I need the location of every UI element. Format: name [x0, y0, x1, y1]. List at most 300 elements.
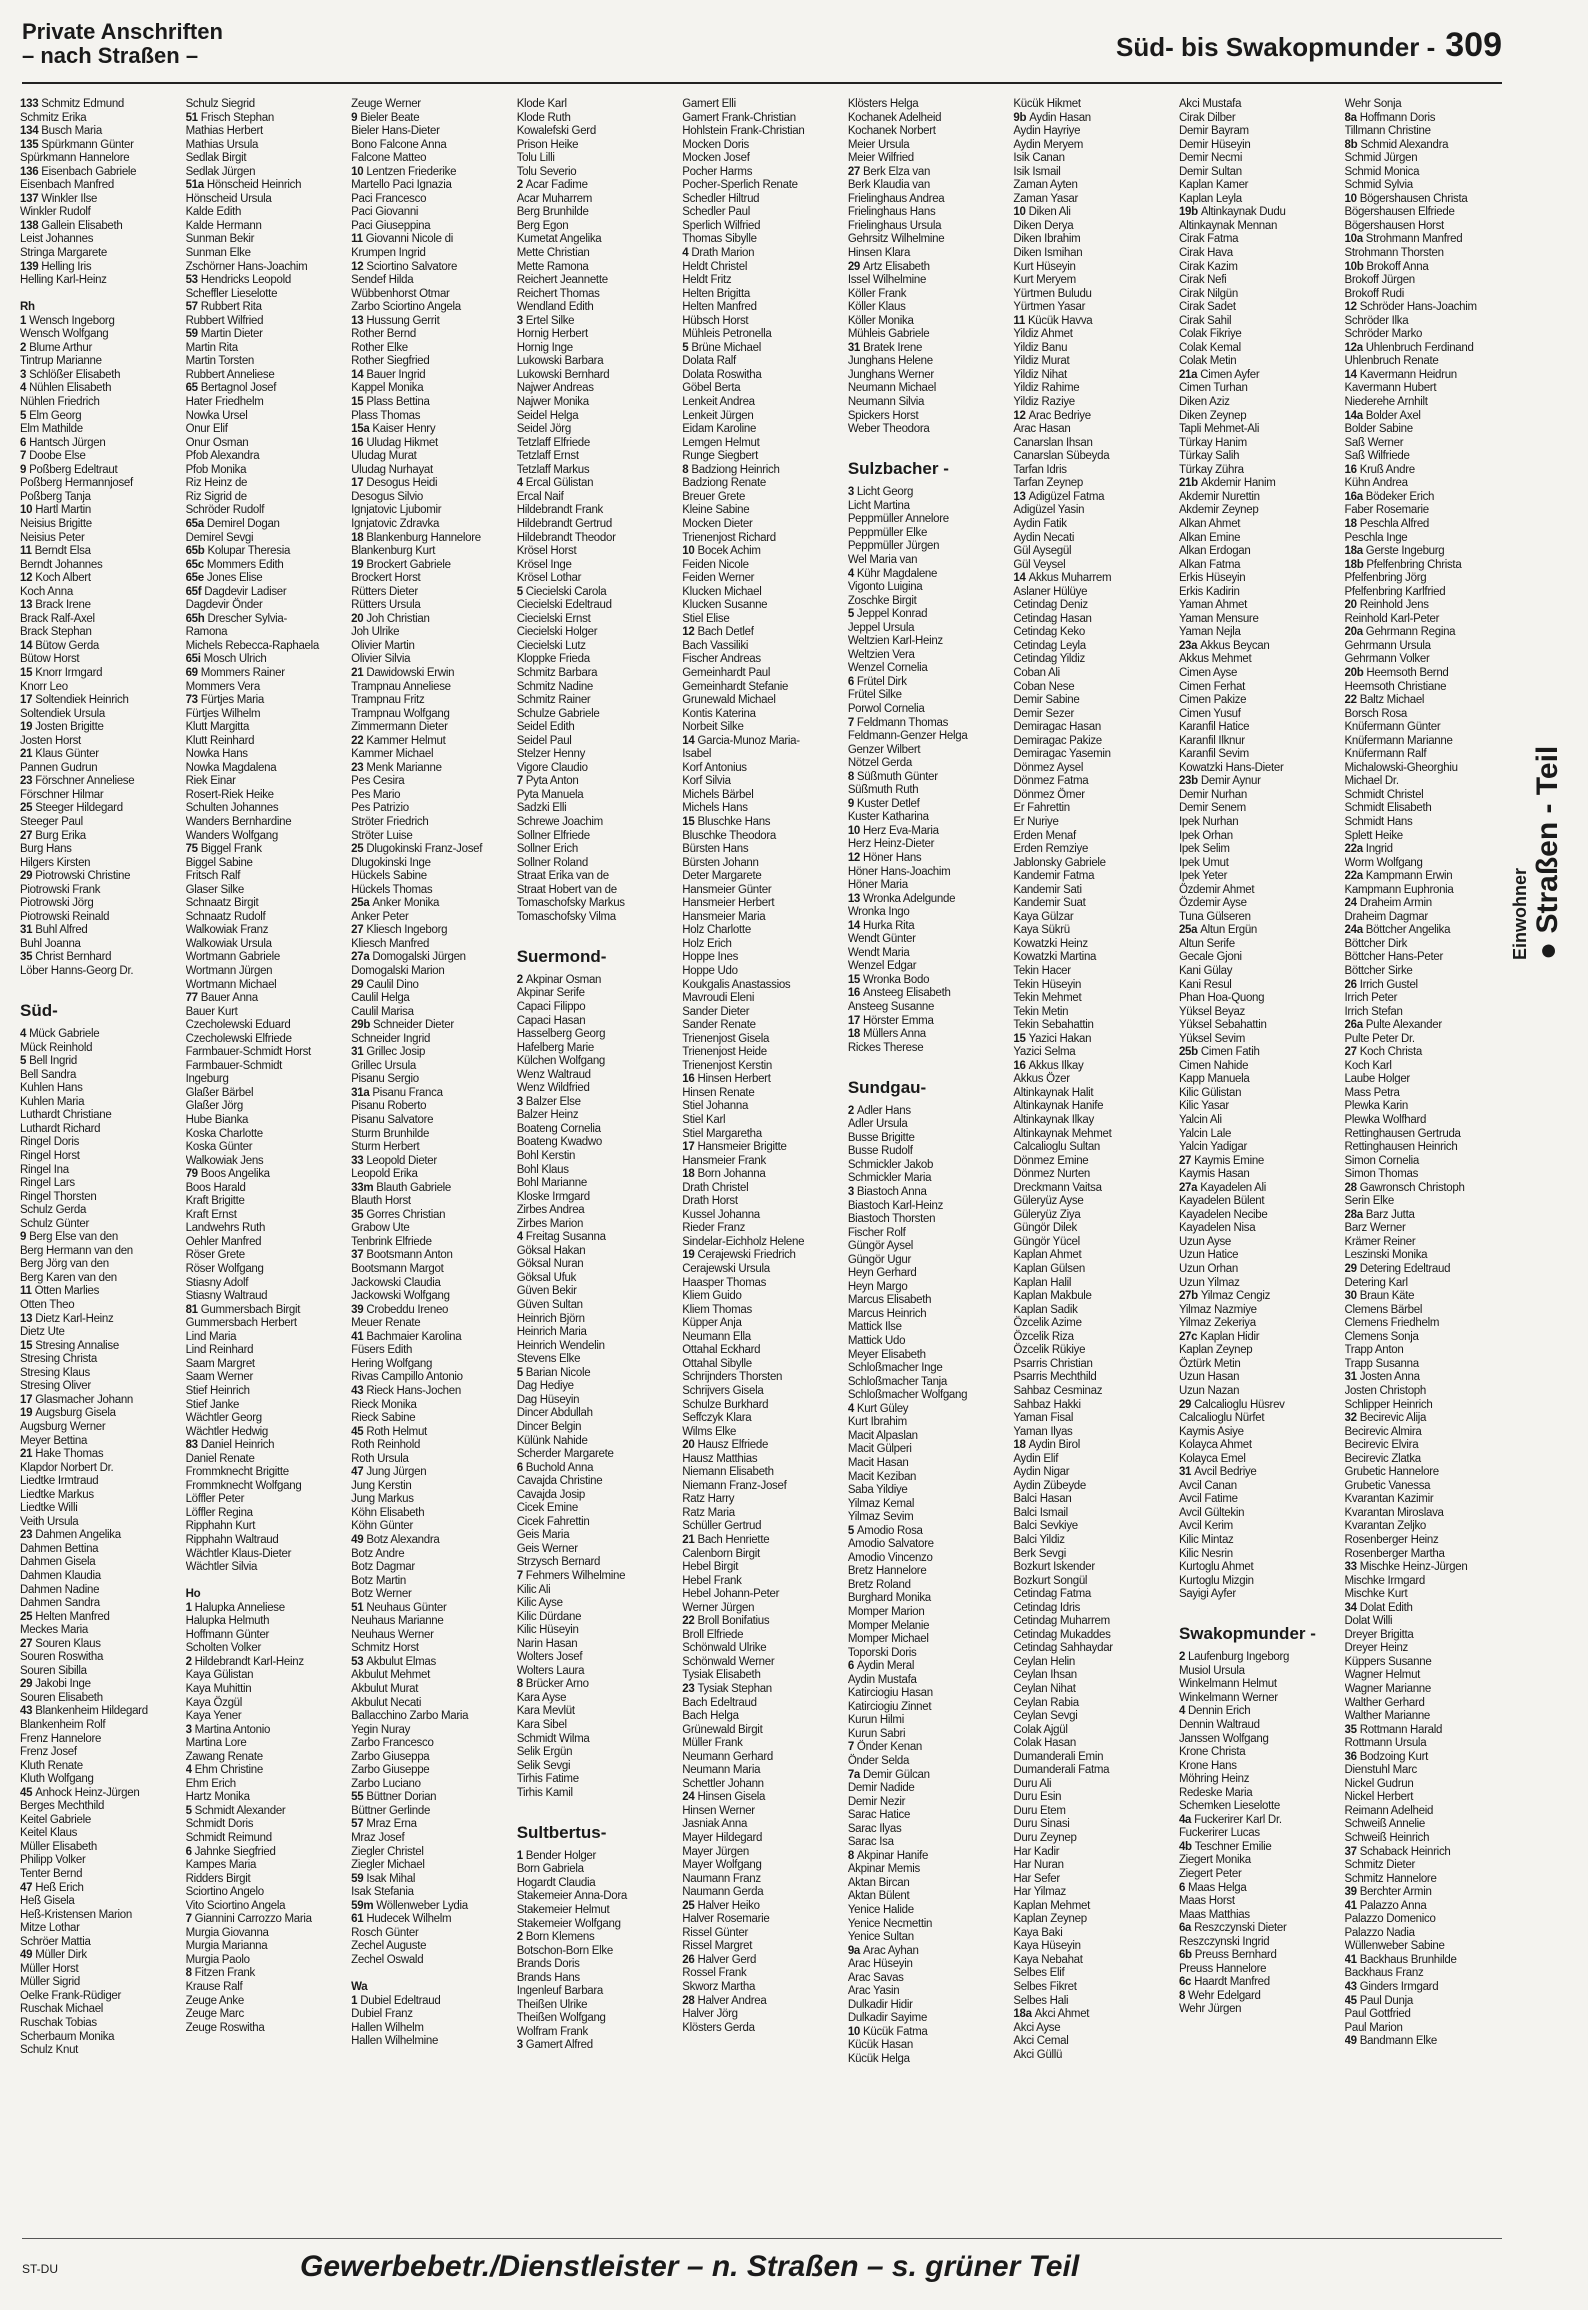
- directory-entry: [1179, 1385, 1343, 1399]
- directory-entry: [682, 1913, 846, 1927]
- directory-entry: [517, 139, 681, 153]
- directory-entry: [517, 1863, 681, 1877]
- directory-entry: [682, 1195, 846, 1209]
- directory-entry: [20, 1719, 184, 1733]
- resident-name: Bieler Beate: [360, 111, 420, 124]
- directory-entry: [517, 1733, 681, 1747]
- resident-name: Aydin Fatik: [1013, 517, 1067, 530]
- house-number: 25a: [351, 897, 370, 910]
- house-number: 35: [351, 1208, 364, 1221]
- directory-entry: [682, 1371, 846, 1385]
- house-number: 139: [20, 260, 39, 273]
- directory-entry: [848, 233, 1012, 247]
- directory-entry: [1179, 1304, 1343, 1318]
- directory-entry: [20, 1678, 184, 1692]
- directory-entry: [1013, 1588, 1177, 1602]
- resident-name: Hafelberg Marie: [516, 1041, 595, 1054]
- directory-entry: [1345, 437, 1509, 451]
- directory-entry: [186, 1507, 350, 1521]
- directory-entry: [1179, 206, 1343, 220]
- resident-name: Coban Ali: [1013, 666, 1060, 679]
- resident-name: Katirciogiu Zinnet: [847, 1700, 932, 1713]
- resident-name: Lind Reinhard: [185, 1344, 254, 1357]
- directory-entry: [351, 1141, 515, 1155]
- directory-entry: [20, 1123, 184, 1137]
- resident-name: Fritsch Ralf: [185, 870, 241, 883]
- resident-name: Kilic Ayse: [516, 1597, 563, 1610]
- resident-name: Vigore Claudio: [516, 761, 588, 774]
- house-number: 35: [1344, 1723, 1357, 1736]
- resident-name: Scholten Volker: [185, 1642, 261, 1655]
- resident-name: Kuster Katharina: [847, 811, 929, 824]
- directory-entry: [848, 1511, 1012, 1525]
- house-number: 18a: [1344, 545, 1363, 558]
- directory-entry: [186, 1155, 350, 1169]
- house-number: 65e: [185, 572, 204, 585]
- resident-name: Koska Charlotte: [185, 1127, 263, 1140]
- resident-name: Aydin Zübeyde: [1013, 1479, 1086, 1492]
- directory-entry: [1013, 382, 1177, 396]
- resident-name: Bieler Hans-Dieter: [351, 125, 440, 138]
- resident-name: Halver Andrea: [697, 1994, 767, 2007]
- resident-name: Jahnke Siegfried: [194, 1845, 276, 1858]
- directory-entry: [20, 1069, 184, 1083]
- directory-entry: [848, 1498, 1012, 1512]
- directory-entry: [1013, 1168, 1177, 1182]
- header-divider: [22, 82, 1502, 84]
- directory-entry: [848, 771, 1012, 785]
- directory-entry: [351, 1114, 515, 1128]
- resident-name: Gehrmann Ursula: [1344, 639, 1431, 652]
- resident-name: Ramona: [185, 626, 228, 639]
- resident-name: Draheim Armin: [1359, 897, 1432, 910]
- resident-name: Czecholewski Eduard: [185, 1019, 291, 1032]
- directory-entry: [351, 1399, 515, 1413]
- directory-entry: [1179, 1922, 1343, 1936]
- directory-entry: [517, 1850, 681, 1864]
- directory-entry: [186, 1304, 350, 1318]
- house-number: 10: [847, 824, 861, 837]
- directory-entry: [848, 1105, 1012, 1119]
- resident-name: Müller Sigrid: [20, 1976, 81, 1989]
- resident-name: Kaplan Mehmet: [1013, 1899, 1091, 1912]
- resident-name: Hübsch Horst: [682, 314, 749, 327]
- directory-entry: [351, 1669, 515, 1683]
- resident-name: Heinrich Maria: [516, 1326, 587, 1339]
- resident-name: Amodio Rosa: [856, 1524, 923, 1537]
- directory-entry: [1179, 1651, 1343, 1665]
- directory-entry: [848, 1877, 1012, 1891]
- resident-name: Hinsen Werner: [682, 1804, 755, 1817]
- directory-entry: [517, 708, 681, 722]
- resident-name: Schaback Heinrich: [1359, 1845, 1451, 1858]
- house-number: 15: [847, 973, 861, 986]
- directory-entry: [1179, 1909, 1343, 1923]
- resident-name: Pes Patrizio: [351, 802, 409, 815]
- resident-name: Rosenberger Heinz: [1344, 1533, 1439, 1546]
- resident-name: Demir Hüseyin: [1178, 138, 1251, 151]
- directory-entry: [186, 410, 350, 424]
- resident-name: Demiragac Pakize: [1013, 734, 1102, 747]
- directory-entry: [1345, 586, 1509, 600]
- directory-entry: [848, 1132, 1012, 1146]
- directory-entry: [186, 1886, 350, 1900]
- resident-name: Diken Derya: [1013, 219, 1074, 232]
- house-number: 57: [185, 301, 198, 314]
- directory-entry: [1179, 193, 1343, 207]
- directory-entry: [1013, 721, 1177, 735]
- directory-entry: [351, 1710, 515, 1724]
- directory-entry: [186, 694, 350, 708]
- resident-name: Irrich Gustel: [1359, 978, 1418, 991]
- resident-name: Möhring Heinz: [1178, 1773, 1250, 1786]
- resident-name: Schulze Burkhard: [682, 1398, 769, 1411]
- resident-name: Kuhlen Maria: [20, 1095, 85, 1108]
- house-number: 16: [1013, 1059, 1026, 1072]
- house-number: 11: [20, 1285, 32, 1298]
- directory-entry: [351, 193, 515, 207]
- directory-entry: [682, 2008, 846, 2022]
- house-number: 45: [20, 1786, 33, 1799]
- directory-entry: [20, 1624, 184, 1638]
- resident-name: Buhl Alfred: [35, 924, 88, 937]
- resident-name: Born Gabriela: [516, 1863, 584, 1876]
- resident-name: Meuer Renate: [351, 1317, 421, 1330]
- resident-name: Duru Esin: [1013, 1791, 1062, 1804]
- resident-name: Eidam Karoline: [682, 423, 757, 436]
- directory-entry: [186, 98, 350, 112]
- resident-name: Souren Elisabeth: [20, 1691, 103, 1704]
- resident-name: Arac Hasan: [1013, 423, 1071, 436]
- directory-entry: [186, 911, 350, 925]
- directory-entry: [186, 1033, 350, 1047]
- resident-name: Tomaschofsky Vilma: [516, 910, 616, 923]
- resident-name: Aydin Necati: [1013, 531, 1075, 544]
- resident-name: Ringel Horst: [20, 1150, 80, 1163]
- directory-entry: [1345, 288, 1509, 302]
- resident-name: Pisanu Salvatore: [351, 1114, 434, 1127]
- resident-name: Meier Ursula: [847, 138, 910, 151]
- directory-entry: [20, 816, 184, 830]
- directory-entry: [20, 1435, 184, 1449]
- resident-name: Luthardt Richard: [20, 1122, 101, 1135]
- directory-entry: [848, 220, 1012, 234]
- directory-entry: [517, 721, 681, 735]
- resident-name: Cetindag Sahhaydar: [1013, 1642, 1113, 1655]
- resident-name: Yaman Mensure: [1178, 612, 1259, 625]
- directory-entry: [20, 1922, 184, 1936]
- resident-name: Karanfil Sevim: [1178, 748, 1249, 761]
- directory-entry: [1179, 1412, 1343, 1426]
- resident-name: Schmidt Christel: [1344, 788, 1424, 801]
- directory-entry: [1013, 437, 1177, 451]
- resident-name: Wolters Josef: [516, 1651, 583, 1664]
- resident-name: Niemann Franz-Josef: [682, 1479, 787, 1492]
- house-number: 4: [20, 1028, 27, 1041]
- directory-entry: [1179, 721, 1343, 735]
- directory-entry: [1345, 1493, 1509, 1507]
- directory-entry: [351, 1128, 515, 1142]
- resident-name: Maas Horst: [1178, 1895, 1235, 1908]
- resident-name: Duru Zeynep: [1013, 1832, 1077, 1844]
- directory-entry: [1013, 1669, 1177, 1683]
- directory-entry: [848, 1200, 1012, 1214]
- directory-entry: [682, 1927, 846, 1941]
- resident-name: Lukowski Barbara: [516, 355, 604, 368]
- resident-name: Ceylan Helin: [1013, 1655, 1075, 1668]
- resident-name: Balci Sevkiye: [1013, 1520, 1078, 1533]
- resident-name: Blankenburg Kurt: [351, 545, 436, 558]
- resident-name: Selbes Hali: [1013, 1994, 1069, 2007]
- resident-name: Ercal Gülistan: [525, 477, 594, 490]
- resident-name: Hinsen Klara: [847, 247, 911, 260]
- resident-name: Kaplan Kamer: [1178, 179, 1249, 192]
- directory-entry: [682, 1724, 846, 1738]
- house-number: 18: [351, 531, 364, 544]
- directory-entry: [1013, 1344, 1177, 1358]
- resident-name: Hater Friedhelm: [185, 396, 264, 409]
- directory-entry: [848, 595, 1012, 609]
- directory-entry: [186, 1019, 350, 1033]
- directory-entry: [186, 166, 350, 180]
- directory-entry: [186, 613, 350, 627]
- directory-entry: [517, 1150, 681, 1164]
- directory-entry: [186, 1412, 350, 1426]
- directory-entry: [682, 112, 846, 126]
- directory-entry: [351, 152, 515, 166]
- resident-name: Holz Charlotte: [682, 924, 751, 937]
- resident-name: Hansmeier Günter: [682, 883, 772, 896]
- directory-entry: [186, 1141, 350, 1155]
- house-number: 23: [351, 761, 364, 774]
- directory-entry: [682, 274, 846, 288]
- directory-entry: [1179, 1114, 1343, 1128]
- resident-name: Dietz Karl-Heinz: [35, 1312, 114, 1325]
- directory-entry: [848, 166, 1012, 180]
- directory-entry: [1345, 1588, 1509, 1602]
- resident-name: Demir Nurhan: [1178, 788, 1247, 801]
- resident-name: Sendef Hilda: [351, 274, 414, 287]
- directory-entry: [20, 1990, 184, 2004]
- directory-entry: [1013, 1371, 1177, 1385]
- resident-name: Cerajewski Ursula: [682, 1263, 770, 1276]
- directory-entry: [682, 1588, 846, 1602]
- resident-name: Tysiak Stephan: [697, 1682, 772, 1695]
- directory-entry: [351, 288, 515, 302]
- directory-entry: [351, 328, 515, 342]
- resident-name: Barz Jutta: [1365, 1208, 1415, 1221]
- resident-name: Breuer Grete: [682, 490, 746, 503]
- resident-name: Cetindag Mukaddes: [1013, 1628, 1111, 1641]
- directory-entry: [186, 220, 350, 234]
- resident-name: Caulil Marisa: [351, 1005, 414, 1018]
- directory-entry: [517, 98, 681, 112]
- resident-name: Yilmaz Cengiz: [1200, 1290, 1271, 1303]
- directory-entry: [1013, 1155, 1177, 1169]
- house-number: 61: [351, 1913, 364, 1926]
- resident-name: Boateng Cornelia: [516, 1122, 601, 1135]
- resident-name: Winkelmann Helmut: [1178, 1678, 1277, 1691]
- directory-entry: [517, 1958, 681, 1972]
- resident-name: Straat Erika van de: [516, 870, 609, 883]
- house-number: 43: [1344, 1981, 1357, 1994]
- directory-entry: [20, 532, 184, 546]
- directory-entry: [1013, 1249, 1177, 1263]
- resident-name: Wendland Edith: [516, 301, 594, 314]
- directory-entry: [1013, 735, 1177, 749]
- directory-entry: [517, 1164, 681, 1178]
- resident-name: Reszczynski Dieter: [1194, 1922, 1287, 1935]
- resident-name: Neisius Peter: [20, 531, 85, 544]
- directory-entry: [1179, 1841, 1343, 1855]
- resident-name: Halver Heiko: [697, 1899, 760, 1912]
- resident-name: Paul Marion: [1344, 2021, 1403, 2034]
- resident-name: Klutt Reinhard: [185, 734, 255, 747]
- resident-name: Diken Zeynep: [1178, 409, 1247, 422]
- house-number: 21b: [1178, 477, 1198, 490]
- resident-name: Mocken Josef: [682, 152, 750, 165]
- directory-entry: [1179, 1773, 1343, 1787]
- resident-name: Wilms Elke: [682, 1425, 737, 1438]
- directory-entry: [682, 437, 846, 451]
- house-number: 13: [20, 1312, 33, 1325]
- directory-entry: [1179, 708, 1343, 722]
- house-number: 31: [1344, 1371, 1357, 1384]
- resident-name: Hurka Rita: [863, 919, 915, 932]
- directory-entry: [351, 532, 515, 546]
- resident-name: Demir Senem: [1178, 802, 1246, 815]
- house-number: 14: [20, 639, 33, 652]
- directory-entry: [1179, 152, 1343, 166]
- house-number: 18: [1013, 1439, 1026, 1452]
- resident-name: Ringel Thorsten: [20, 1190, 97, 1203]
- resident-name: Uhlenbruch Renate: [1344, 355, 1439, 368]
- house-number: 51a: [185, 179, 204, 192]
- resident-name: Heinrich Björn: [516, 1312, 585, 1325]
- directory-entry: [20, 1611, 184, 1625]
- resident-name: Reszczynski Ingrid: [1178, 1935, 1270, 1948]
- directory-entry: [20, 2044, 184, 2058]
- house-number: 65a: [185, 517, 204, 530]
- resident-name: Psarris Mechthild: [1013, 1371, 1097, 1384]
- directory-entry: [848, 139, 1012, 153]
- directory-entry: [20, 870, 184, 884]
- directory-entry: [351, 897, 515, 911]
- directory-entry: [1013, 315, 1177, 329]
- directory-entry: [1179, 518, 1343, 532]
- house-number: 6b: [1178, 1949, 1192, 1962]
- directory-entry: [1179, 1760, 1343, 1774]
- directory-entry: [1179, 166, 1343, 180]
- resident-name: Kochanek Adelheid: [847, 111, 942, 124]
- directory-entry: [517, 450, 681, 464]
- resident-name: Bögershausen Horst: [1344, 219, 1444, 232]
- directory-entry: [186, 1290, 350, 1304]
- resident-name: Frielinghaus Ursula: [847, 219, 942, 232]
- directory-entry: [186, 464, 350, 478]
- directory-entry: [20, 640, 184, 654]
- resident-name: Güven Bekir: [516, 1285, 577, 1298]
- directory-entry: [1345, 1818, 1509, 1832]
- resident-name: Schulz Gerda: [20, 1204, 87, 1217]
- directory-entry: [20, 382, 184, 396]
- directory-entry: [186, 1331, 350, 1345]
- resident-name: Hansmeier Brigitte: [697, 1141, 787, 1154]
- resident-name: Rissel Günter: [682, 1926, 749, 1939]
- resident-name: Brack Ralf-Axel: [20, 612, 95, 625]
- resident-name: Schmidt Wilma: [516, 1732, 590, 1745]
- directory-entry: [20, 1191, 184, 1205]
- resident-name: Philipp Volker: [20, 1854, 86, 1867]
- directory-entry: [186, 1046, 350, 1060]
- directory-entry: [351, 1805, 515, 1819]
- directory-entry: [1345, 1669, 1509, 1683]
- resident-name: Knorr Leo: [20, 680, 68, 693]
- resident-name: Dietz Ute: [20, 1326, 65, 1339]
- directory-entry: [20, 1746, 184, 1760]
- directory-entry: [1345, 233, 1509, 247]
- directory-entry: [517, 843, 681, 857]
- resident-name: Mathias Herbert: [185, 125, 263, 138]
- directory-entry: [517, 924, 681, 938]
- house-number: 11: [1013, 314, 1025, 327]
- resident-name: Kuster Detlef: [856, 797, 920, 810]
- resident-name: Schmitz Barbara: [516, 666, 598, 679]
- directory-entry: [1013, 2049, 1177, 2063]
- resident-name: Ceylan Sevgi: [1013, 1710, 1078, 1723]
- directory-entry: [682, 166, 846, 180]
- resident-name: Jackowski Wolfgang: [351, 1290, 450, 1303]
- resident-name: Bretz Roland: [847, 1578, 911, 1591]
- house-number: 8b: [1344, 138, 1358, 151]
- directory-entry: [20, 1651, 184, 1665]
- directory-entry: [20, 789, 184, 803]
- directory-entry: [351, 491, 515, 505]
- resident-name: Seidel Paul: [516, 734, 572, 747]
- resident-name: Knüfermann Marianne: [1344, 734, 1453, 747]
- resident-name: Schmitz Rainer: [516, 694, 591, 707]
- house-number: 13: [1013, 490, 1026, 503]
- resident-name: Jeppel Ursula: [847, 621, 915, 634]
- directory-entry: [1013, 667, 1177, 681]
- resident-name: Theißen Ulrike: [516, 1998, 588, 2011]
- directory-entry: [1179, 1317, 1343, 1331]
- resident-name: Burg Erika: [35, 829, 86, 842]
- house-number: 23a: [1178, 639, 1198, 652]
- resident-name: Domogalski Jürgen: [372, 951, 466, 964]
- directory-entry: [1345, 857, 1509, 871]
- resident-name: Halver Rosemarie: [682, 1913, 770, 1926]
- resident-name: Kappel Monika: [351, 382, 424, 395]
- resident-name: Jung Jürgen: [366, 1466, 427, 1479]
- house-number: 29: [20, 1678, 33, 1691]
- directory-entry: [1013, 1209, 1177, 1223]
- directory-entry: [186, 1073, 350, 1087]
- directory-entry: [20, 1028, 184, 1042]
- house-number: 15: [351, 396, 364, 409]
- resident-name: Köller Klaus: [847, 301, 906, 314]
- directory-entry: [682, 1859, 846, 1873]
- resident-name: Kowatzki Heinz: [1013, 937, 1088, 950]
- resident-name: Yürtmen Buludu: [1013, 287, 1092, 300]
- resident-name: Duru Etem: [1013, 1804, 1066, 1817]
- directory-entry: [20, 1800, 184, 1814]
- resident-name: Souren Klaus: [35, 1637, 101, 1650]
- directory-entry: [1345, 450, 1509, 464]
- resident-name: Demir Gülcan: [863, 1768, 930, 1781]
- house-number: 34: [1344, 1601, 1357, 1614]
- directory-entry: [351, 1656, 515, 1670]
